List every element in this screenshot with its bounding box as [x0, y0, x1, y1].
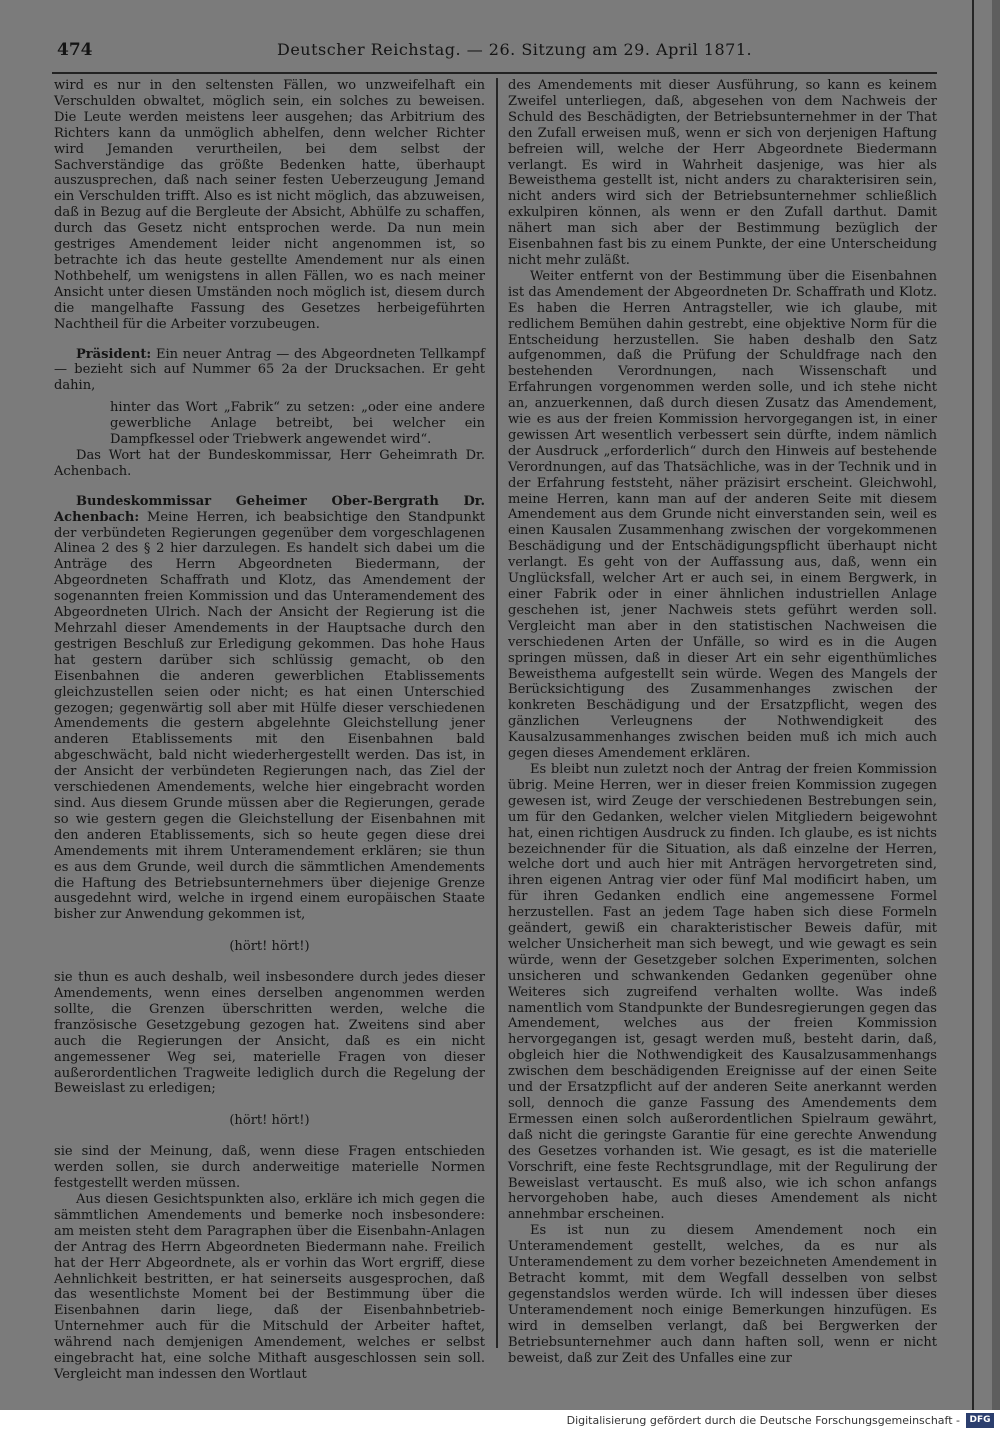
paragraph: sie sind der Meinung, daß, wenn diese Fragen entschieden werden sollen, sie durch anderweitige materielle Normen festgestellt werden müssen. [54, 1144, 485, 1192]
paragraph: Weiter entfernt von der Bestimmung über die Eisenbahnen ist das Amendement der Abgeordneten Dr. Schaffrath und Klotz. Es haben die Herren Antragsteller, wie ich glaube, mit redlichem Bemühen dahin gestrebt, eine objektive Norm für die Entscheidung herzustellen. Sie haben deshalb den Satz aufgenommen, daß die Prüfung der Schuldfrage nach den bestehenden Verordnungen, nach Wissenschaft und Erfahrungen vorgenommen werden solle, und ich stehe nicht an, anzuerkennen, daß durch diesen Zusatz das Amendement, wie es aus der freien Kommission hervorgegangen ist, in einer gewissen Art wesentlich verbessert sein dürfte, indem nämlich der Ausdruck „erforderlich“ durch den Hinweis auf bestehende Verordnungen, auf das Thatsächliche, was in der Technik und in der Erfahrung feststeht, näher präzisirt erscheint. Gleichwohl, meine Herren, kann man auf der anderen Seite mit diesem Amendement aus dem Grunde nicht einverstanden sein, weil es einen Kausalen Zusammenhang zwischen der vorgekommenen Beschädigung und der Entschädigungspflicht überhaupt nicht verlangt. Es geht von der Auffassung aus, daß, wenn ein Unglücksfall, welcher Art er auch sei, in einem Bergwerk, in einer Fabrik oder in einer ähnlichen industriellen Anlage geschehen ist, jener Nachweis stets geführt werden soll. Vergleicht man aber in den statistischen Nachweisen die verschiedenen Arten der Unfälle, so wird es in die Augen springen müssen, daß in dieser Art ein sehr eigenthümliches Beweisthema aufgestellt sein würde. Wegen des Mangels der Berücksichtigung des Zusammenhanges zwischen der konkreten Beschädigung und der Ersatzpflicht, wegen des gänzlichen Verleugnens der Nothwendigkeit des Kausalzusammenhanges zwischen beiden muß ich mich auch gegen dieses Amendement erklären. [508, 268, 937, 762]
paragraph-commissioner [54, 494, 485, 923]
page-number: 474 [57, 40, 93, 60]
paragraph-text: Ein neuer Antrag — des Abgeordneten Tellkampf — bezieht sich auf Nummer 65 2a der Drucksachen. Er geht dahin, [54, 346, 485, 394]
page-header [52, 38, 937, 72]
funding-credit: Digitalisierung gefördert durch die Deutsche Forschungsgemeinschaft - [566, 1414, 960, 1427]
paragraph-president [54, 347, 485, 395]
speaker-name: Präsident: [76, 346, 152, 362]
column-divider [496, 78, 498, 1348]
paragraph: des Amendements mit dieser Ausführung, so kann es keinem Zweifel unterliegen, daß, abgesehen von dem Nachweis der Schuld des Beschädigten, der Betriebsunternehmer in der That den Zufall erweisen muß, wenn er sich von derjenigen Haftung befreien will, welche der Herr Abgeordnete Biedermann verlangt. Es wird in Wahrheit dasjenige, was hier als Beweisthema gestellt ist, nicht anders zu charakterisiren sein, nicht anders wird sich der Betriebsunternehmer schließlich exkulpiren können, als wenn er den Zufall darthut. Damit nähert man sich aber der Bestimmung bezüglich der Eisenbahnen fast bis zu einem Punkte, der eine Unterscheidung nicht mehr zuläßt. [508, 78, 937, 268]
paragraph: Aus diesen Gesichtspunkten also, erkläre ich mich gegen die sämmtlichen Amendements und bemerke noch insbesondere: am meisten steht dem Paragraphen über die Eisenbahn-Anlagen der Antrag des Herrn Abgeordneten Biedermann nahe. Freilich hat der Herr Abgeordnete, als er vorhin das Wort ergriff, diese Aehnlichkeit bestritten, er hat seinerseits ausgesprochen, daß das wesentlichste Moment bei der Bestimmung über die Eisenbahnen darin liege, daß der Eisenbahnbetrieb-Unternehmer auch für die Mitschuld der Arbeiter haftet, während nach demjenigen Amendement, welches er selbst eingebracht hat, eine solche Mithaft ausgeschlossen sein soll. Vergleicht man indessen den Wortlaut [54, 1192, 485, 1382]
left-column [54, 78, 485, 1383]
page-edge-line [972, 0, 974, 1410]
interjection: (hört! hört!) [229, 939, 310, 955]
page-edge-shadow [992, 0, 1000, 1410]
speaker-name: Bundeskommissar Geheimer Ober-Bergrath Dr. Achenbach: [54, 493, 485, 525]
paragraph: Es ist nun zu diesem Amendement noch ein Unteramendement gestellt, welches, da es nur als Unteramendement zu dem vorher bezeichneten Amendement in Betracht kommt, mit dem Wegfall desselben von selbst gegenstandslos werden würde. Ich will indessen über dieses Unteramendement noch einige Bemerkungen hinzufügen. Es wird in demselben verlangt, daß bei Bergwerken der Betriebsunternehmer auch dann haften soll, wenn er nicht beweist, daß zur Zeit des Unfalles eine zur [508, 1223, 937, 1366]
paragraph: wird es nur in den seltensten Fällen, wo unzweifelhaft ein Verschulden obwaltet, möglich sein, ein solches zu beweisen. Die Leute werden meistens leer ausgehen; das Arbitrium des Richters kann da unmöglich abhelfen, denn welcher Richter wird Jemanden verurtheilen, bei dem selbst der Sachverständige das größte Bedenken hatte, überhaupt auszusprechen, daß nach seiner festen Ueberzeugung Jemand ein Verschulden trifft. Also es ist nicht möglich, das abzuweisen, daß in Bezug auf die Bergleute der Absicht, Abhülfe zu schaffen, durch das Gesetz nicht entsprochen werde. Da nun mein gestriges Amendement leider nicht angenommen ist, so betrachte ich das heute gestellte Amendement nur als einen Nothbehelf, um wenigstens in allen Fällen, wo es nach meiner Ansicht unter diesen Umständen noch möglich ist, diesem durch die mangelhafte Fassung des Gesetzes herbeigeführten Nachtheil für die Arbeiter vorzubeugen. [54, 78, 485, 332]
paragraph: Das Wort hat der Bundeskommissar, Herr Geheimrath Dr. Achenbach. [54, 447, 485, 479]
digitization-footer [0, 1410, 1000, 1432]
quoted-motion: hinter das Wort „Fabrik“ zu setzen: „oder eine andere gewerbliche Anlage betreibt, bei welcher ein Dampfkessel oder Triebwerk angewendet wird“. [110, 400, 485, 448]
paragraph-text: Meine Herren, ich beabsichtige den Standpunkt der verbündeten Regierungen gegenüber dem vorgeschlagenen Alinea 2 des § 2 hier darzulegen. Es handelt sich dabei um die Anträge des Herrn Abgeordneten Biedermann, der Abgeordneten Schaffrath und Klotz, das Amendement der sogenannten freien Kommission und das Unteramendement des Abgeordneten Ulrich. Nach der Ansicht der Regierung ist die Mehrzahl dieser Amendements in der Hauptsache durch den gestrigen Beschluß zur Erledigung gekommen. Das hohe Haus hat gestern darüber sich schlüssig gemacht, ob den Eisenbahnen die anderen gewerblichen Etablissements gleichzustellen seien oder nicht; es hat einen Unterschied gezogen; gegenwärtig soll aber mit Hülfe dieser verschiedenen Amendements die gestern abgelehnte Gleichstellung jener anderen Etablissements mit den Eisenbahnen bald abgeschwächt, bald nicht wiederhergestellt werden. Das ist, in der Ansicht der verbündeten Regierungen nach, das Ziel der verschiedenen Amendements, welche hier eingebracht worden sind. Aus diesem Grunde müssen aber die Regierungen, gerade so wie gestern gegen die Gleichstellung der Eisenbahnen mit den anderen Etablissements, sich so heute gegen diese drei Amendements mit ihrem Unteramendement erklären; sie thun es aus dem Grunde, weil durch die sämmtlichen Amendements die Haftung des Betriebsunternehmers über diejenige Grenze ausgedehnt wird, welche in irgend einem europäischen Staate bisher zur Anwendung gekommen ist, [54, 509, 485, 923]
interjection: (hört! hört!) [229, 1113, 310, 1129]
running-title: Deutscher Reichstag. — 26. Sitzung am 29. April 1871. [277, 40, 753, 59]
header-rule [52, 72, 937, 74]
paragraph: sie thun es auch deshalb, weil insbesondere durch jedes dieser Amendements, wenn eines derselben angenommen werden sollte, die Grenzen überschritten werden, welche die französische Gesetzgebung gezogen hat. Zweitens sind aber auch die Regierungen der Ansicht, daß es ein nicht angemessener Weg sei, materielle Fragen von dieser außerordentlichen Tragweite lediglich durch die Regelung der Beweislast zu erledigen; [54, 970, 485, 1097]
dfg-logo: DFG [966, 1413, 994, 1428]
paragraph: Es bleibt nun zuletzt noch der Antrag der freien Kommission übrig. Meine Herren, wer in dieser freien Kommission zugegen gewesen ist, wird Zeuge der verschiedenen Bestrebungen sein, um für den Gedanken, welcher vielen Mitgliedern beigewohnt hat, einen richtigen Ausdruck zu finden. Ich glaube, es ist nichts bezeichnender für die Situation, als daß einzelne der Herren, welche dort und auch hier mit Anträgen hervorgetreten sind, ihren eigenen Antrag vier oder fünf Mal modificirt haben, um für ihren Gedanken endlich eine angemessene Formel herzustellen. Fast an jedem Tage haben sich diese Formeln geändert, gewiß ein charakteristischer Beweis dafür, mit welcher Unsicherheit man sich bewegt, und wie gewagt es sein würde, wenn der Gesetzgeber solchen Experimenten, solchen unsicheren und schwankenden Gedanken gegenüber ohne Weiteres sich zugreifend verhalten wollte. Was indeß namentlich vom Standpunkte der Bundesregierungen gegen das Amendement, welches aus der freien Kommission hervorgegangen ist, gesagt werden muß, besteht darin, daß, obgleich hier die Nothwendigkeit des Kausalzusammenhangs zwischen dem beschädigenden Ereignisse auf der einen Seite und der Ersatzpflicht auf der anderen Seite anerkannt werden soll, dennoch die ganze Fassung des Amendements dem Ermessen einen solch außerordentlichen Spielraum gewährt, daß nicht die geringste Garantie für eine gerechte Anwendung des Gesetzes vorhanden ist. Wie gesagt, es ist die materielle Vorschrift, eine feste Rechtsgrundlage, mit der Regulirung der Beweislast vertauscht. Es muß also, wie ich schon anfangs hervorgehoben habe, auch dieses Amendement als nicht annehmbar erscheinen. [508, 761, 937, 1223]
right-column [508, 78, 937, 1366]
